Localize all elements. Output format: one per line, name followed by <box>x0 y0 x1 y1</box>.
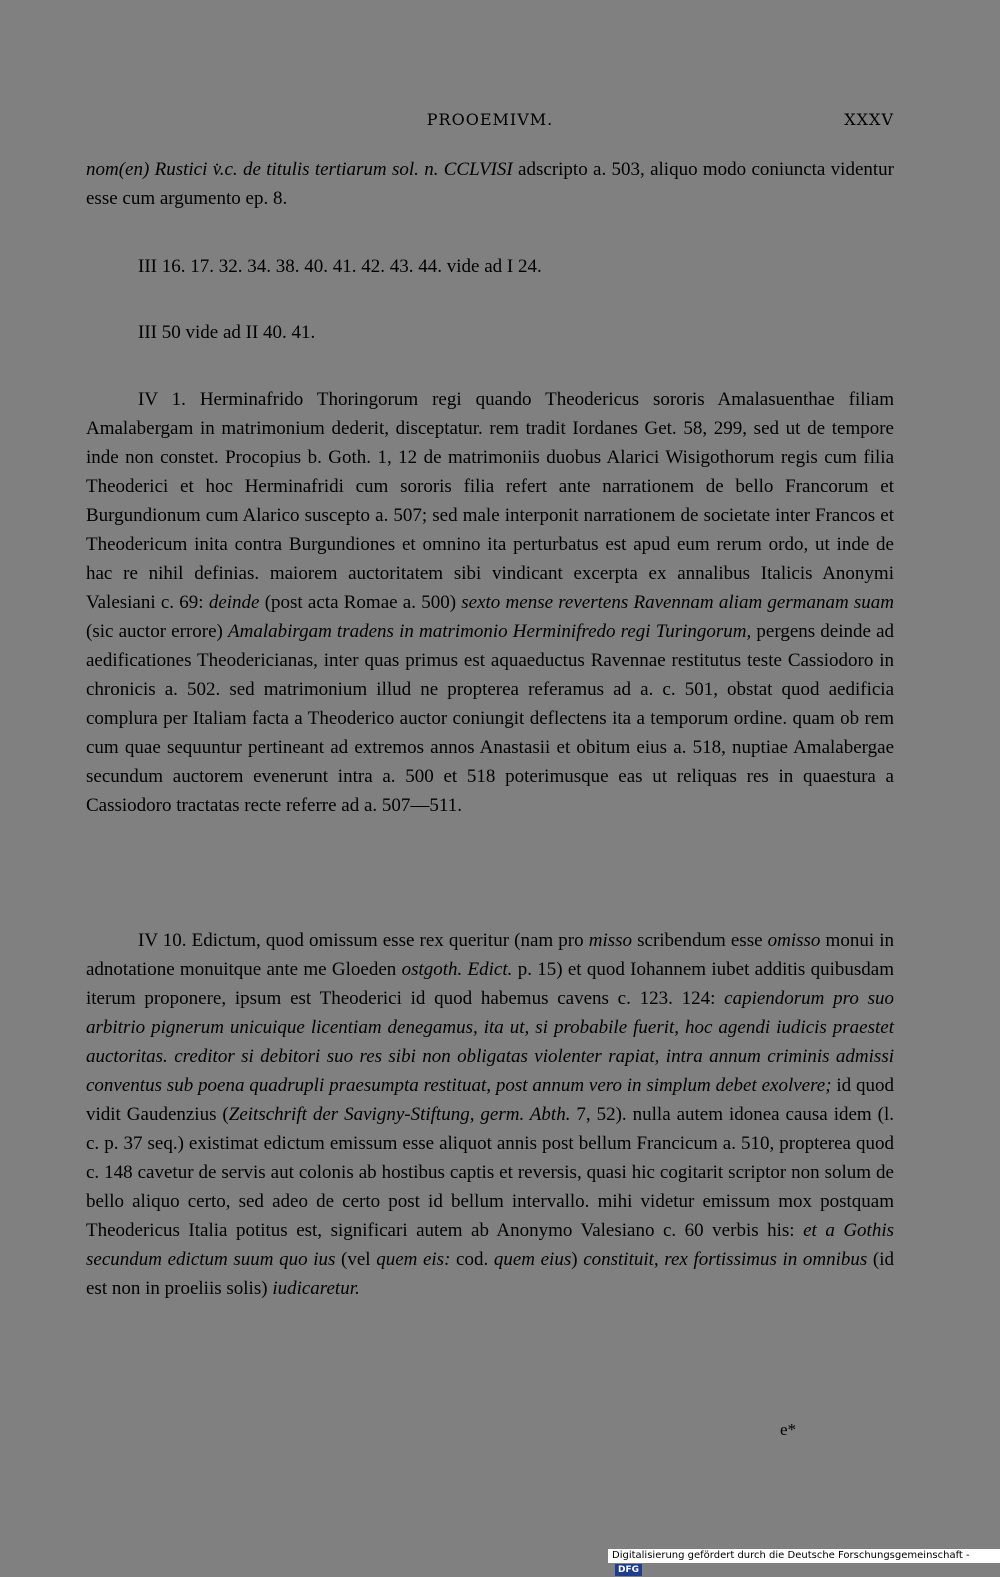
italic-span: quem eius <box>493 1249 572 1270</box>
dfg-logo: DFG <box>615 1564 642 1576</box>
italic-span: misso <box>588 930 633 951</box>
text-span: ) <box>571 1249 584 1270</box>
italic-span: iudicaretur. <box>272 1278 360 1299</box>
italic-span: capiendorum pro suo arbitrio pignerum unicuique licentiam denegamus, ita ut, si probabile fuerit, hoc agendi iudicis praestet auctoritas. creditor si debitori suo res sibi non obligatas violenter rapiat, intra annum criminis admissi conventus sub poena quadrupli praesumpta restituat, post annum vero in simplum debet exolvere; <box>86 988 894 1096</box>
digitization-footer <box>608 1549 1000 1575</box>
paragraph-rustici <box>86 155 894 213</box>
text-span: IV 1. Herminafrido Thoringorum regi quando Theodericus sororis Amalasuenthae filiam Amalabergam in matrimonium dederit, disceptatur. rem tradit Iordanes Get. 58, 299, sed ut de tempore inde non constet. Procopius b. Goth. 1, 12 de matrimoniis duobus Alarici Wisigothorum regis cum filia Theoderici et hoc Herminafridi cum sororis filia refert ante narrationem de bello Francorum et Burgundionum cum Alarico suscepto a. 507; sed male interponit narrationem de societate inter Francos et Theodericum inita contra Burgundiones et omnino ita perturbatus est apud eum rerum ordo, ut inde de hac re nihil definias. maiorem auctoritatem sibi vindicant excerpta ex annalibus Italicis Anonymi Valesiani c. 69: <box>86 389 894 613</box>
text-span: (vel <box>335 1249 377 1270</box>
text-span: 7, 52). nulla autem idonea causa idem (l. c. p. 37 seq.) existimat edictum emissum esse aliquot annis post bellum Francicum a. 510, propterea quod c. 148 cavetur de servis aut colonis ab hostibus captis et reversis, quasi hic cogitarit scriptor non solum de bello aliquo certo, sed adeo de certo post id bellum intervallo. mihi videtur emissum mox postquam Theodericus Italia potitus est, significari autem ab Anonymo Valesiano c. 60 verbis his: <box>86 1104 894 1241</box>
text-span: pergens deinde ad aedificationes Theodericianas, inter quas primus est aquaeductus Ravennae restitutus teste Cassiodoro in chronicis a. 502. sed matrimonium illud ne propterea referamus ad a. c. 501, obstat quod aedificia complura per Italiam facta a Theoderico auctor coniungit deflectens ita a temporum ordine. quam ob rem cum quae sequuntur pertineant ad extremos annos Anastasii et obitum eius a. 518, nuptiae Amalabergae secundum auctorem evenerunt intra a. 500 et 518 poterimusque eas ut reliquas res in quaestura a Cassiodoro tractatas recte referre ad a. 507—511. <box>86 621 894 816</box>
italic-span: constituit, rex fortissimus in omnibus <box>583 1249 868 1270</box>
text-span: monui in adnotatione monuitque ante me Gloeden <box>86 930 894 980</box>
text-span: p. 15) et quod Iohannem iubet additis quibusdam iterum proponere, ipsum est Theoderici id quod habemus cavens c. 123. 124: <box>86 959 894 1009</box>
footer-text: Digitalisierung gefördert durch die Deutsche Forschungsgemeinschaft - <box>612 1550 970 1561</box>
paragraph-iv-10 <box>86 926 894 1303</box>
italic-span: sexto mense revertens Ravennam aliam germanam suam <box>461 592 895 613</box>
header-title: PROOEMIVM. <box>426 110 554 129</box>
paragraph-text: III 16. 17. 32. 34. 38. 40. 41. 42. 43. 44. vide ad I 24. <box>138 256 542 277</box>
text-span: (sic auctor errore) <box>86 621 228 642</box>
paragraph-iv-1 <box>86 385 894 820</box>
italic-span: omisso <box>767 930 821 951</box>
paragraph-text: III 50 vide ad II 40. 41. <box>138 322 316 343</box>
paragraph-iii-50 <box>86 318 894 347</box>
text-span: id quod vidit Gaudenzius ( <box>86 1075 894 1125</box>
italic-span: Zeitschrift der Savigny-Stiftung, germ. Abth. <box>228 1104 571 1125</box>
paragraph-iii-16 <box>86 252 894 281</box>
italic-span: ostgoth. Edict. <box>401 959 513 980</box>
italic-span: Amalabirgam tradens in matrimonio Herminifredo regi Turingorum, <box>228 621 752 642</box>
text-span: (id est non in proeliis solis) <box>86 1249 895 1299</box>
page-number: XXXV <box>844 110 894 129</box>
italic-span: deinde <box>208 592 260 613</box>
text-span: (post acta Romae a. 500) <box>259 592 462 613</box>
signature-mark: e* <box>780 1420 797 1439</box>
italic-span: quem eis: <box>376 1249 451 1270</box>
italic-span: et a Gothis secundum edictum suum quo ius <box>86 1220 894 1270</box>
text-span: cod. <box>450 1249 494 1270</box>
italic-span: nom(en) Rustici v̇.c. de titulis tertiarum sol. n. CCLVISI <box>86 159 513 180</box>
running-header <box>86 110 894 134</box>
text-span: scribendum esse <box>632 930 768 951</box>
text-span: adscripto a. 503, aliquo modo coniuncta videntur esse cum argumento ep. 8. <box>86 159 894 209</box>
text-span: IV 10. Edictum, quod omissum esse rex queritur (nam pro <box>138 930 589 951</box>
